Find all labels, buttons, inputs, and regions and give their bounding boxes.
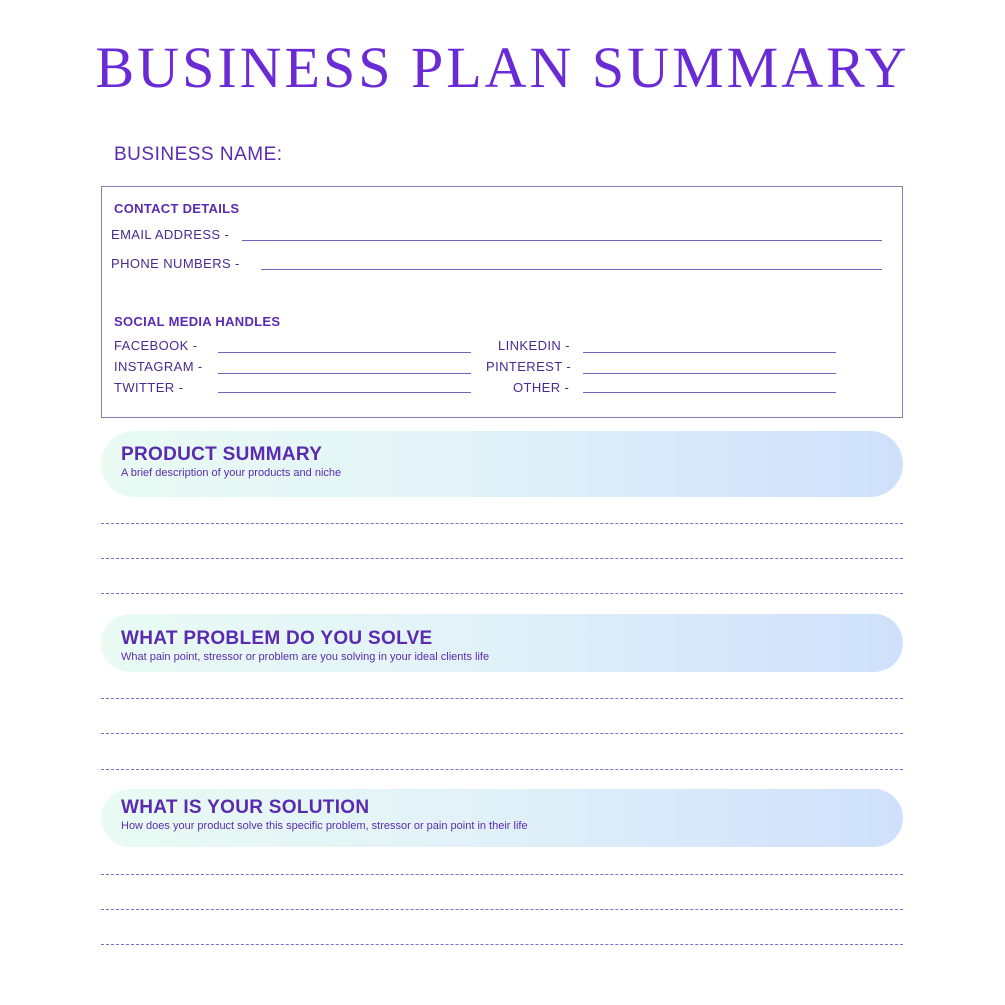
other-field[interactable] xyxy=(583,392,836,393)
other-label: OTHER - xyxy=(513,380,570,395)
facebook-field[interactable] xyxy=(218,352,471,353)
phone-numbers-label: PHONE NUMBERS - xyxy=(111,256,240,271)
product-summary-subtitle: A brief description of your products and niche xyxy=(121,467,342,479)
product-summary-line-2[interactable] xyxy=(101,558,903,559)
phone-numbers-field[interactable] xyxy=(261,269,882,270)
product-summary-title: PRODUCT SUMMARY xyxy=(121,444,323,465)
email-address-field[interactable] xyxy=(242,240,882,241)
solution-title: WHAT IS YOUR SOLUTION xyxy=(121,797,370,818)
instagram-label: INSTAGRAM - xyxy=(114,359,203,374)
problem-subtitle: What pain point, stressor or problem are you solving in your ideal clients life xyxy=(121,651,490,663)
problem-title: WHAT PROBLEM DO YOU SOLVE xyxy=(121,628,433,649)
page-title: BUSINESS PLAN SUMMARY xyxy=(95,35,910,100)
business-name-label: BUSINESS NAME: xyxy=(114,144,283,165)
solution-subtitle: How does your product solve this specific problem, stressor or pain point in their life xyxy=(121,820,528,832)
twitter-label: TWITTER - xyxy=(114,380,184,395)
linkedin-label: LINKEDIN - xyxy=(498,338,570,353)
facebook-label: FACEBOOK - xyxy=(114,338,198,353)
pinterest-label: PINTEREST - xyxy=(486,359,572,374)
problem-line-1[interactable] xyxy=(101,698,903,699)
solution-line-2[interactable] xyxy=(101,909,903,910)
solution-banner xyxy=(101,789,903,847)
pinterest-field[interactable] xyxy=(583,373,836,374)
social-media-heading: SOCIAL MEDIA HANDLES xyxy=(114,314,281,329)
linkedin-field[interactable] xyxy=(583,352,836,353)
solution-line-1[interactable] xyxy=(101,874,903,875)
problem-line-3[interactable] xyxy=(101,769,903,770)
solution-line-3[interactable] xyxy=(101,944,903,945)
product-summary-line-3[interactable] xyxy=(101,593,903,594)
problem-banner xyxy=(101,614,903,672)
instagram-field[interactable] xyxy=(218,373,471,374)
contact-details-box xyxy=(101,186,903,418)
product-summary-banner xyxy=(101,431,903,497)
email-address-label: EMAIL ADDRESS - xyxy=(111,227,230,242)
product-summary-line-1[interactable] xyxy=(101,523,903,524)
problem-line-2[interactable] xyxy=(101,733,903,734)
twitter-field[interactable] xyxy=(218,392,471,393)
contact-details-heading: CONTACT DETAILS xyxy=(114,201,240,216)
